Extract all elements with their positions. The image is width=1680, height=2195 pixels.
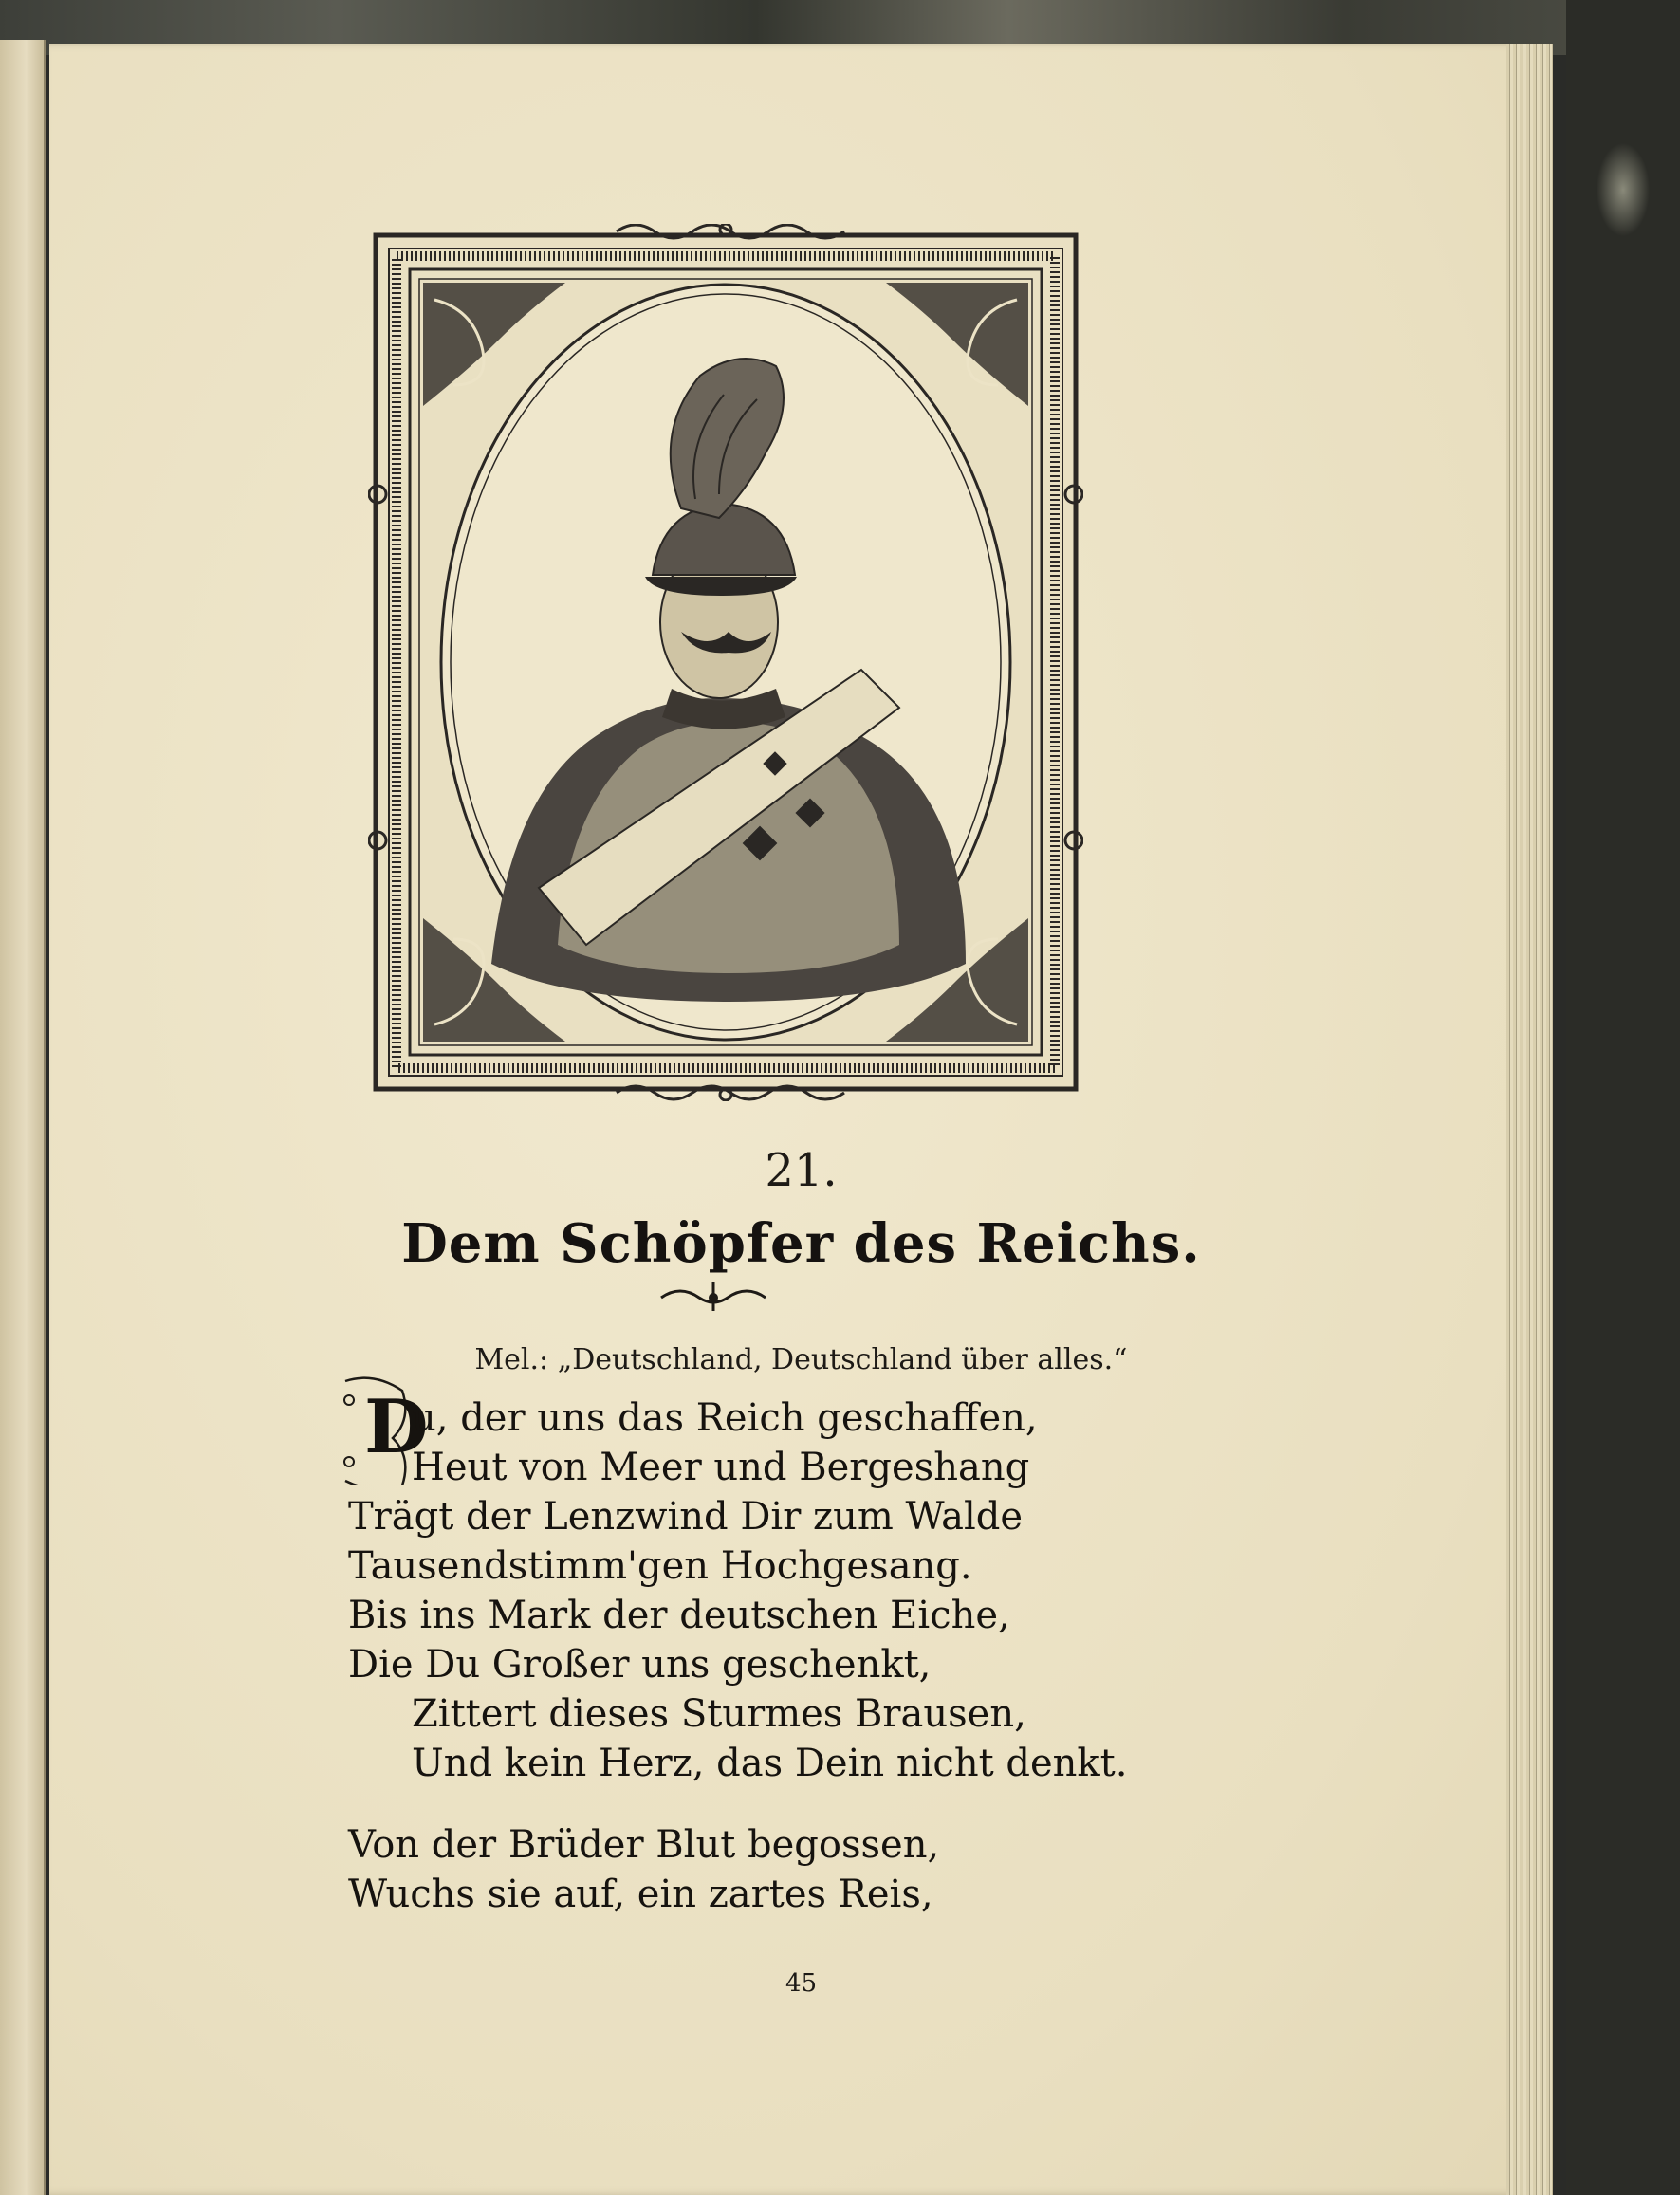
chapter-number: 21. <box>765 1144 838 1197</box>
book-page <box>49 44 1553 2195</box>
verse-line: Und kein Herz, das Dein nicht denkt. <box>412 1742 1128 1785</box>
page-number: 45 <box>785 1969 818 1998</box>
verse-line: Von der Brüder Blut begossen, <box>348 1823 940 1867</box>
previous-page-edge <box>0 40 46 2195</box>
verse-line: Tausendstimm'gen Hochgesang. <box>348 1544 972 1588</box>
title-flourish-icon <box>656 1279 770 1317</box>
verse-line: Zittert dieses Sturmes Brausen, <box>412 1692 1026 1736</box>
portrait-illustration <box>368 224 1083 1101</box>
verse-line: Trägt der Lenzwind Dir zum Walde <box>348 1495 1024 1539</box>
verse-line: Die Du Großer uns geschenkt, <box>348 1643 932 1687</box>
poem-title: Dem Schöpfer des Reichs. <box>401 1212 1201 1275</box>
verse-line: Heut von Meer und Bergeshang <box>412 1446 1030 1489</box>
verse-line: Wuchs sie auf, ein zartes Reis, <box>348 1872 933 1916</box>
melody-note: Mel.: „Deutschland, Deutschland über alles.“ <box>474 1343 1128 1376</box>
verse-line: Bis ins Mark der deutschen Eiche, <box>348 1594 1010 1637</box>
marbled-endpaper <box>1566 0 1680 2195</box>
verse-line: u, der uns das Reich geschaffen, <box>412 1396 1038 1440</box>
verse-initial-letter: D <box>364 1384 429 1470</box>
page-block-edges <box>1506 44 1552 2195</box>
